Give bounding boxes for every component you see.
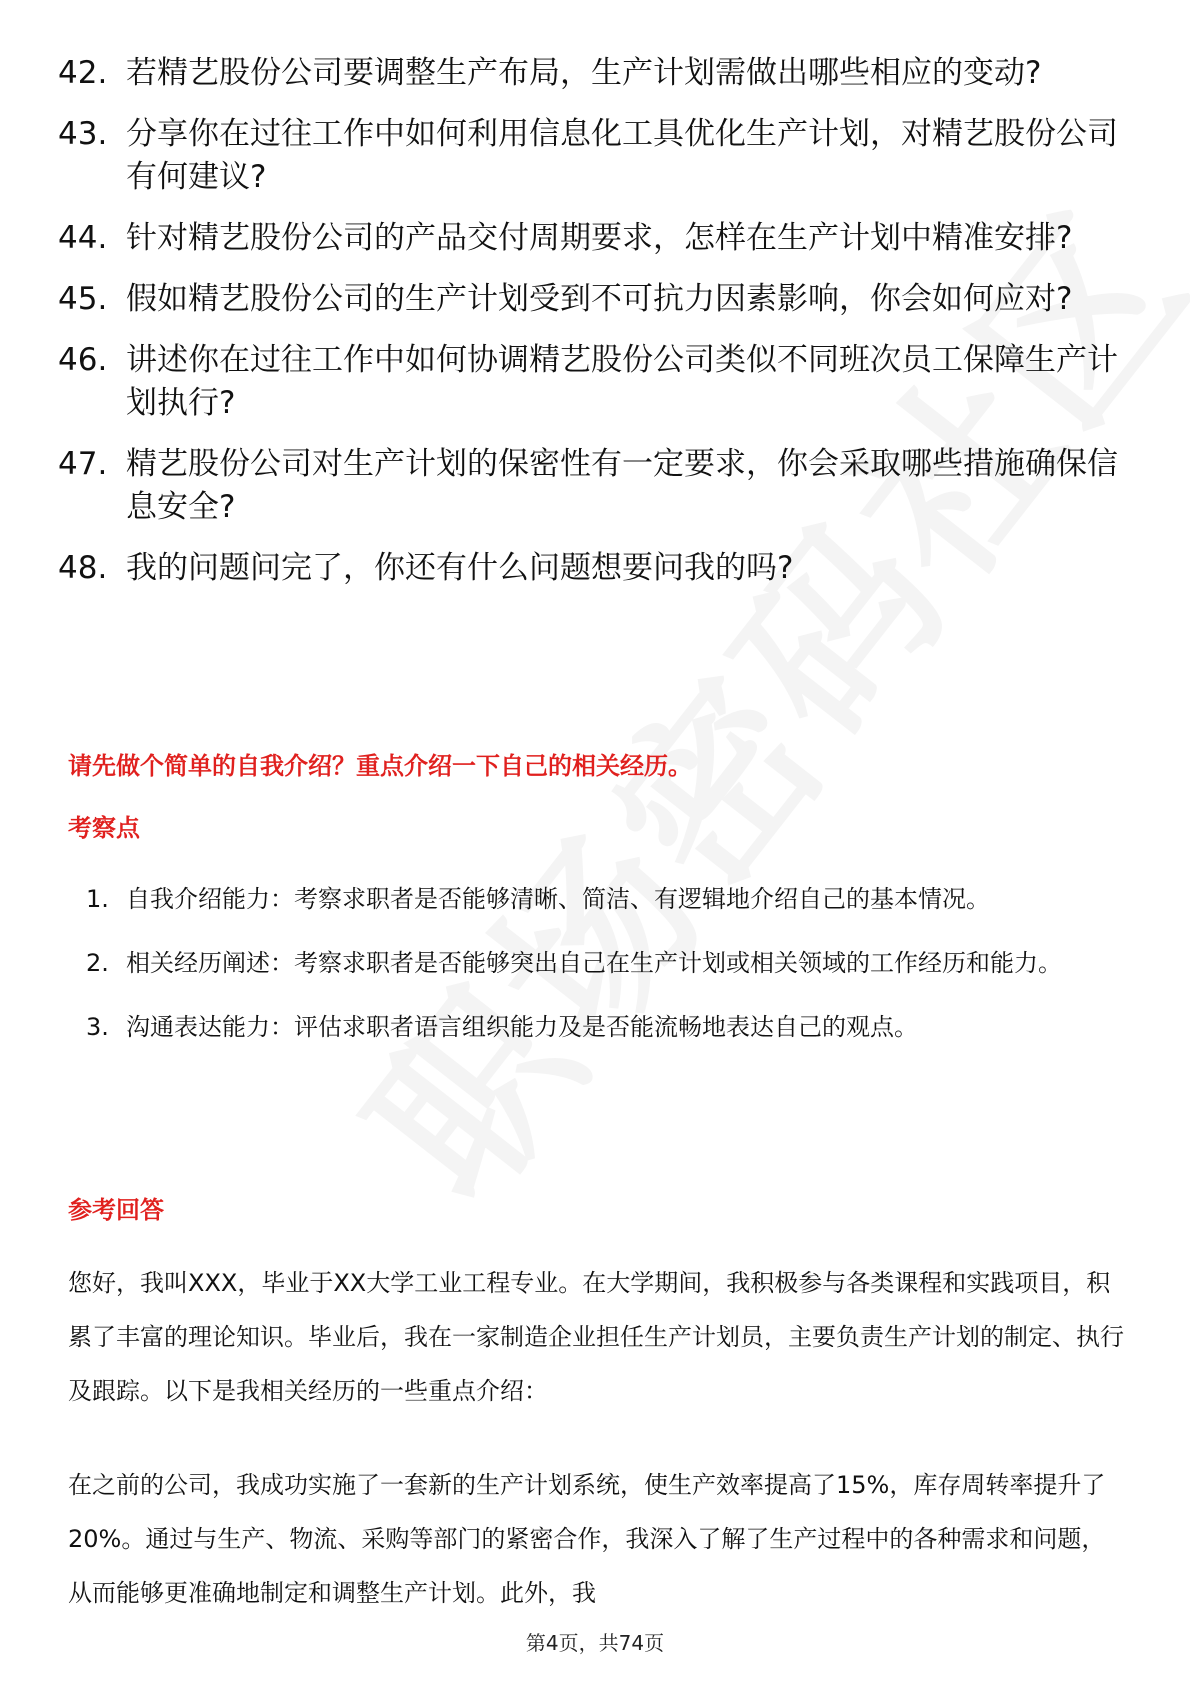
page-footer: 第4页，共74页	[525, 1631, 665, 1655]
point-text: 相关经历阐述：考察求职者是否能够突出自己在生产计划或相关领域的工作经历和能力。	[126, 949, 1062, 977]
section-title: 请先做个简单的自我介绍？重点介绍一下自己的相关经历。	[68, 752, 692, 780]
question-number: 46.	[58, 342, 108, 378]
question-text: 我的问题问完了，你还有什么问题想要问我的吗?	[126, 550, 794, 586]
answer-heading: 参考回答	[68, 1196, 164, 1224]
answer-paragraph: 您好，我叫XXX，毕业于XX大学工业工程专业。在大学期间，我积极参与各类课程和实践项目，积累了丰富的理论知识。毕业后，我在一家制造企业担任生产计划员，主要负责生产计划的制定、执行及跟踪。以下是我相关经历的一些重点介绍：	[68, 1269, 1124, 1405]
points-list	[68, 872, 1118, 1064]
question-text: 假如精艺股份公司的生产计划受到不可抗力因素影响，你会如何应对?	[126, 281, 1073, 317]
question-item	[58, 113, 1118, 199]
question-text: 分享你在过往工作中如何利用信息化工具优化生产计划，对精艺股份公司有何建议?	[126, 116, 1118, 195]
question-item	[58, 217, 1118, 260]
answer-paragraph: 在之前的公司，我成功实施了一套新的生产计划系统，使生产效率提高了15%，库存周转率提升了20%。通过与生产、物流、采购等部门的紧密合作，我深入了解了生产过程中的各种需求和问题，从而能够更准确地制定和调整生产计划。此外，我	[68, 1471, 1106, 1607]
question-number: 45.	[58, 281, 108, 317]
question-text: 精艺股份公司对生产计划的保密性有一定要求，你会采取哪些措施确保信息安全?	[126, 446, 1118, 525]
question-item	[58, 547, 1118, 590]
point-number: 3.	[86, 1013, 109, 1041]
point-number: 2.	[86, 949, 109, 977]
points-heading: 考察点	[68, 814, 140, 842]
question-text: 针对精艺股份公司的产品交付周期要求，怎样在生产计划中精准安排?	[126, 220, 1073, 256]
question-number: 43.	[58, 116, 108, 152]
question-item	[58, 339, 1118, 425]
question-list	[58, 52, 1118, 608]
question-item	[58, 443, 1118, 529]
point-text: 沟通表达能力：评估求职者语言组织能力及是否能流畅地表达自己的观点。	[126, 1013, 918, 1041]
point-text: 自我介绍能力：考察求职者是否能够清晰、简洁、有逻辑地介绍自己的基本情况。	[126, 885, 990, 913]
question-number: 44.	[58, 220, 108, 256]
question-text: 讲述你在过往工作中如何协调精艺股份公司类似不同班次员工保障生产计划执行?	[126, 342, 1118, 421]
point-item	[68, 872, 1118, 926]
question-number: 47.	[58, 446, 108, 482]
point-number: 1.	[86, 885, 109, 913]
question-item	[58, 278, 1118, 321]
point-item	[68, 1000, 1118, 1054]
point-item	[68, 936, 1118, 990]
question-item	[58, 52, 1118, 95]
question-number: 48.	[58, 550, 108, 586]
question-number: 42.	[58, 55, 108, 91]
question-text: 若精艺股份公司要调整生产布局，生产计划需做出哪些相应的变动?	[126, 55, 1042, 91]
